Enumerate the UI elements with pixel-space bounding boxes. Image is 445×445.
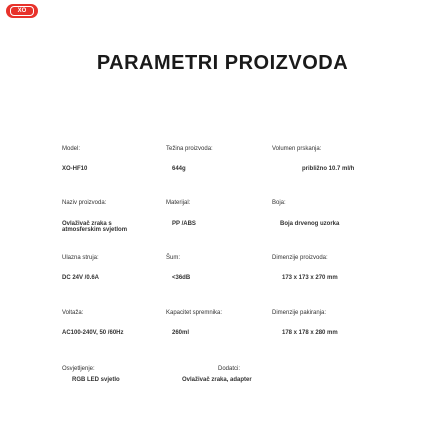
spec-label-color: Boja: bbox=[272, 200, 286, 206]
page-title: PARAMETRI PROIZVODA bbox=[96, 52, 349, 74]
spec-value-color: Boja drvenog uzorka bbox=[280, 221, 340, 227]
brand-logo-text: XO bbox=[10, 6, 34, 16]
spec-value-noise: <36dB bbox=[172, 275, 191, 281]
spec-value-spray-volume: približno 10.7 ml/h bbox=[302, 166, 355, 172]
spec-value-lighting: RGB LED svjetlo bbox=[72, 377, 120, 383]
spec-value-product-name: Ovlaživač zraka s atmosferskim svjetlom bbox=[62, 221, 128, 233]
spec-label-product-name: Naziv proizvoda: bbox=[62, 200, 107, 206]
spec-label-noise: Šum: bbox=[166, 255, 181, 261]
spec-label-tank-capacity: Kapacitet spremnika: bbox=[166, 310, 223, 316]
spec-value-material: PP /ABS bbox=[172, 221, 196, 227]
spec-label-package-dimensions: Dimenzije pakiranja: bbox=[272, 310, 327, 316]
spec-value-voltage: AC100-240V, 50 /60Hz bbox=[62, 330, 124, 336]
spec-value-weight: 644g bbox=[172, 166, 186, 172]
spec-label-model: Model: bbox=[62, 146, 81, 152]
spec-label-lighting: Osvjetljenje: bbox=[62, 366, 95, 372]
spec-value-model: XO-HF10 bbox=[62, 166, 88, 172]
spec-label-voltage: Voltaža: bbox=[62, 310, 84, 316]
spec-value-tank-capacity: 260ml bbox=[172, 330, 190, 336]
brand-logo bbox=[6, 4, 38, 18]
spec-label-input-current: Ulazna struja: bbox=[62, 255, 99, 261]
spec-value-input-current: DC 24V /0.6A bbox=[62, 275, 100, 281]
spec-value-accessories: Ovlaživač zraka, adapter bbox=[182, 377, 252, 383]
spec-label-weight: Težina proizvoda: bbox=[166, 146, 213, 152]
spec-label-product-dimensions: Dimenzije proizvoda: bbox=[272, 255, 328, 261]
spec-value-package-dimensions: 178 x 178 x 280 mm bbox=[282, 330, 338, 336]
spec-label-material: Materijal: bbox=[166, 200, 191, 206]
spec-label-accessories: Dodatci: bbox=[218, 366, 241, 372]
spec-label-spray-volume: Volumen prskanja: bbox=[272, 146, 322, 152]
spec-value-product-dimensions: 173 x 173 x 270 mm bbox=[282, 275, 338, 281]
